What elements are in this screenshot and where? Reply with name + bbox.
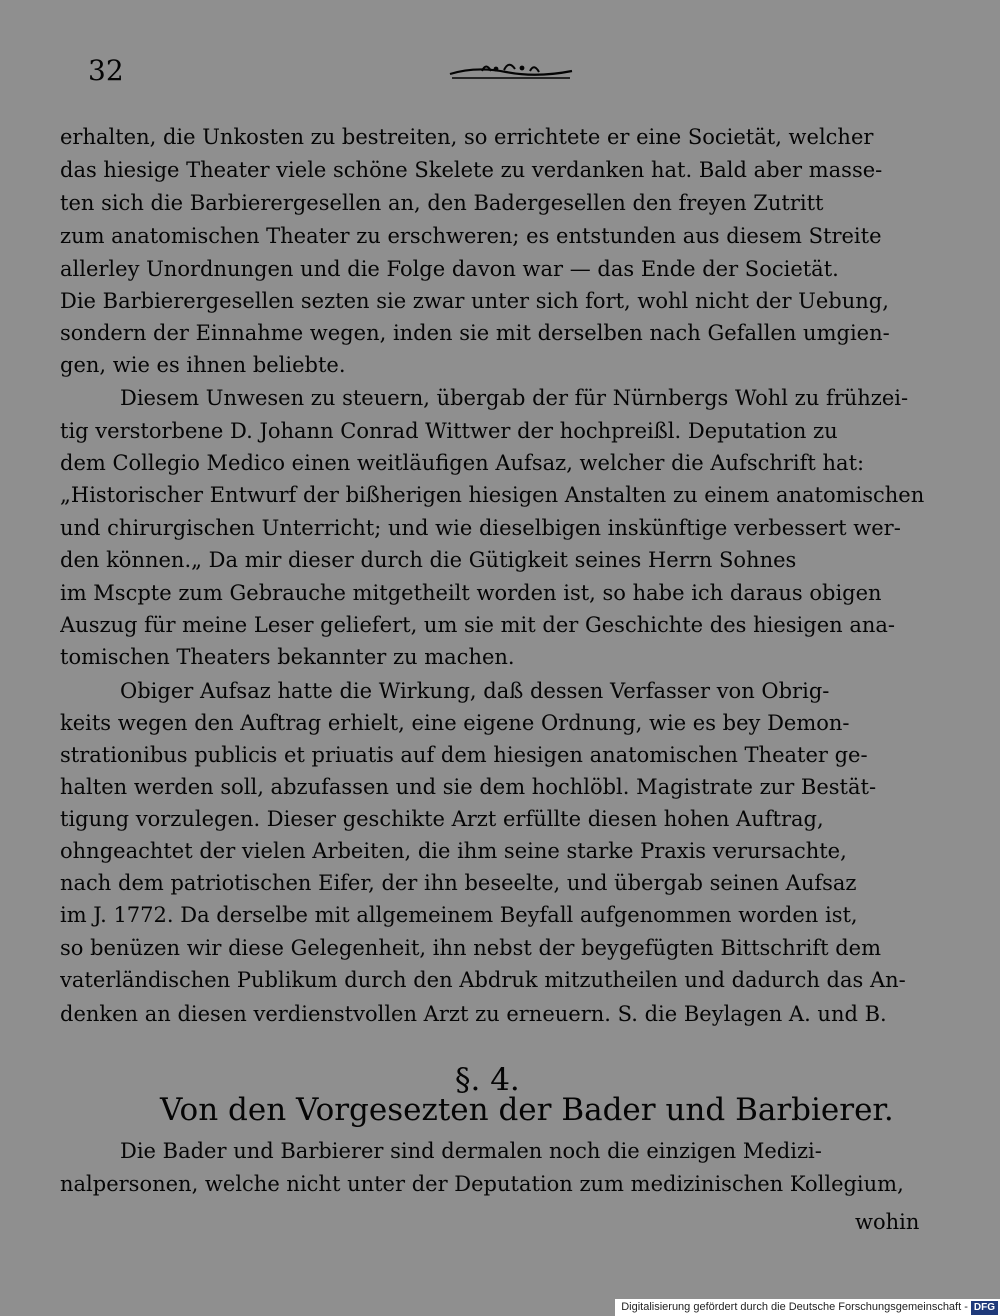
body-line: Die Barbierergesellen sezten sie zwar unter sich fort, wohl nicht der Uebung, bbox=[60, 289, 889, 313]
page-number: 32 bbox=[88, 54, 124, 87]
dfg-logo: DFG bbox=[971, 1301, 998, 1315]
body-line: allerley Unordnungen und die Folge davon war — das Ende der Societät. bbox=[60, 257, 839, 281]
vine-ornament-icon bbox=[446, 58, 576, 84]
catchword: wohin bbox=[855, 1210, 920, 1234]
body-line: „Historischer Entwurf der bißherigen hiesigen Anstalten zu einem anatomischen bbox=[60, 483, 925, 507]
body-line: nach dem patriotischen Eifer, der ihn beseelte, und übergab seinen Aufsaz bbox=[60, 871, 857, 895]
body-line: halten werden soll, abzufassen und sie dem hochlöbl. Magistrate zur Bestät- bbox=[60, 775, 877, 799]
body-line: keits wegen den Auftrag erhielt, eine eigene Ordnung, wie es bey Demon- bbox=[60, 711, 850, 735]
body-line: denken an diesen verdienstvollen Arzt zu erneuern. S. die Beylagen A. und B. bbox=[60, 1002, 887, 1026]
section-number: §. 4. bbox=[455, 1062, 520, 1098]
body-line: zum anatomischen Theater zu erschweren; es entstunden aus diesem Streite bbox=[60, 224, 882, 248]
paragraph-start-line: Diesem Unwesen zu steuern, übergab der für Nürnbergs Wohl zu frühzei- bbox=[120, 386, 909, 410]
body-line: sondern der Einnahme wegen, inden sie mit derselben nach Gefallen umgien- bbox=[60, 321, 890, 345]
body-line: vaterländischen Publikum durch den Abdruk mitzutheilen und dadurch das An- bbox=[60, 968, 906, 992]
section-heading: Von den Vorgesezten der Bader und Barbierer. bbox=[160, 1092, 894, 1128]
body-line: im J. 1772. Da derselbe mit allgemeinem Beyfall aufgenommen worden ist, bbox=[60, 903, 858, 927]
body-line: das hiesige Theater viele schöne Skelete zu verdanken hat. Bald aber masse- bbox=[60, 158, 883, 182]
body-line: den können.„ Da mir dieser durch die Gütigkeit seines Herrn Sohnes bbox=[60, 548, 797, 572]
digitization-credit bbox=[615, 1299, 1000, 1316]
body-line: tigung vorzulegen. Dieser geschikte Arzt erfüllte diesen hohen Auftrag, bbox=[60, 807, 824, 831]
body-line: ohngeachtet der vielen Arbeiten, die ihm seine starke Praxis verursachte, bbox=[60, 839, 847, 863]
paragraph-start-line: Obiger Aufsaz hatte die Wirkung, daß dessen Verfasser von Obrig- bbox=[120, 679, 830, 703]
body-line: gen, wie es ihnen beliebte. bbox=[60, 353, 346, 377]
body-line: Auszug für meine Leser geliefert, um sie mit der Geschichte des hiesigen ana- bbox=[60, 613, 895, 637]
body-line: so benüzen wir diese Gelegenheit, ihn nebst der beygefügten Bittschrift dem bbox=[60, 936, 882, 960]
paragraph-start-line: Die Bader und Barbierer sind dermalen noch die einzigen Medizi- bbox=[120, 1139, 822, 1163]
body-line: im Mscpte zum Gebrauche mitgetheilt worden ist, so habe ich daraus obigen bbox=[60, 581, 882, 605]
body-line: tomischen Theaters bekannter zu machen. bbox=[60, 645, 515, 669]
body-line: nalpersonen, welche nicht unter der Deputation zum medizinischen Kollegium, bbox=[60, 1172, 904, 1196]
body-line: ten sich die Barbierergesellen an, den Badergesellen den freyen Zutritt bbox=[60, 191, 824, 215]
body-line: dem Collegio Medico einen weitläufigen Aufsaz, welcher die Aufschrift hat: bbox=[60, 451, 865, 475]
credit-text: Digitalisierung gefördert durch die Deutsche Forschungsgemeinschaft - bbox=[621, 1301, 968, 1313]
body-line: strationibus publicis et priuatis auf dem hiesigen anatomischen Theater ge- bbox=[60, 743, 868, 767]
body-line: erhalten, die Unkosten zu bestreiten, so errichtete er eine Societät, welcher bbox=[60, 125, 874, 149]
body-line: und chirurgischen Unterricht; und wie dieselbigen inskünftige verbessert wer- bbox=[60, 516, 901, 540]
body-line: tig verstorbene D. Johann Conrad Wittwer der hochpreißl. Deputation zu bbox=[60, 419, 838, 443]
